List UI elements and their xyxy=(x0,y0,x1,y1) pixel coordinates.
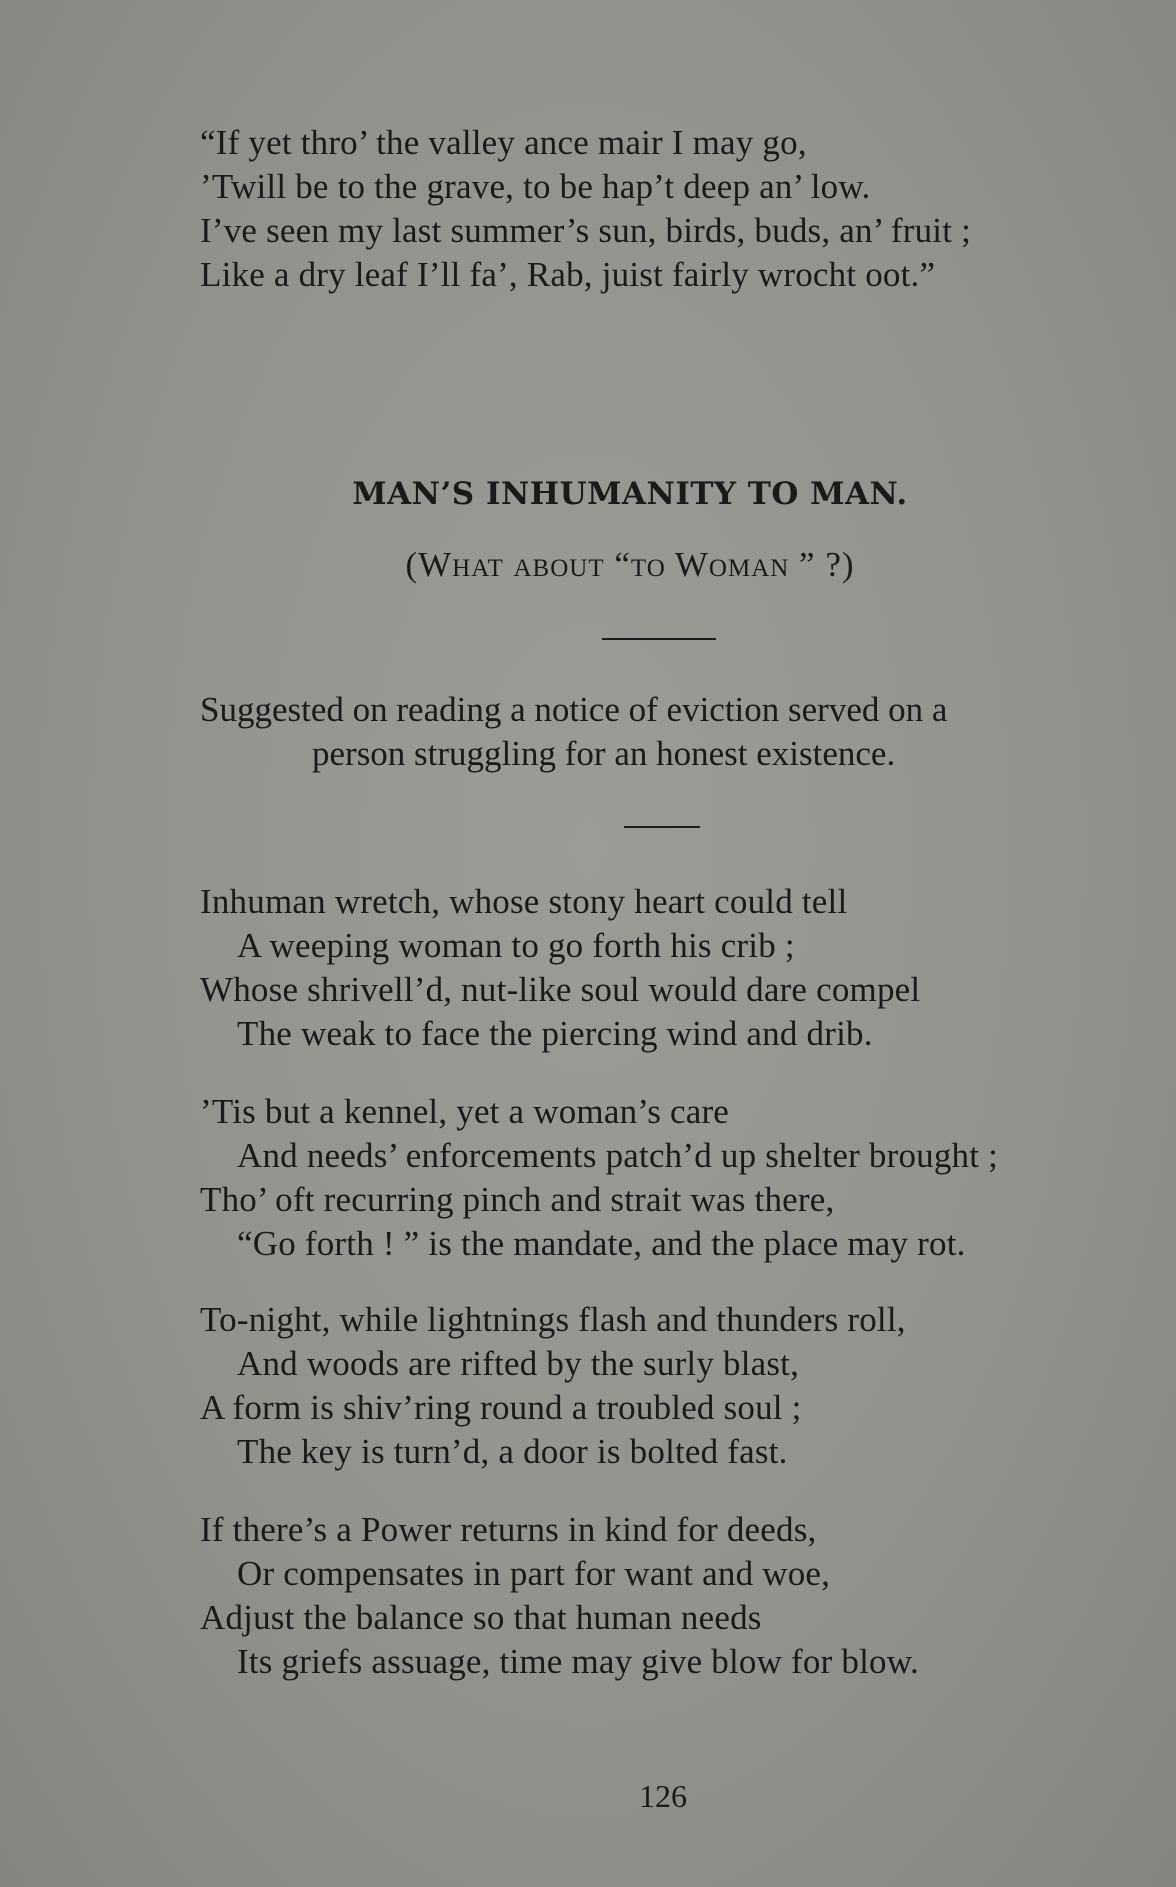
top-stanza-line-3: I’ve seen my last summer’s sun, birds, buds, an’ fruit ; xyxy=(200,211,972,250)
stanza-3-line-2: And woods are rifted by the surly blast, xyxy=(237,1344,800,1383)
intro-line-1: Suggested on reading a notice of eviction served on a xyxy=(200,690,948,729)
page-number: 126 xyxy=(639,1778,687,1814)
poem-intro xyxy=(200,688,1120,776)
divider-rule-2 xyxy=(624,826,700,828)
stanza-1-line-3: Whose shrivell’d, nut-like soul would dare compel xyxy=(200,970,921,1009)
intro-line-2: person struggling for an honest existence. xyxy=(312,734,896,773)
poem-title: MAN’S INHUMANITY TO MAN. xyxy=(352,476,908,512)
stanza-4-line-3: Adjust the balance so that human needs xyxy=(200,1598,762,1637)
divider-rule-1 xyxy=(602,638,716,640)
stanza-2-line-2: And needs’ enforcements patch’d up shelter brought ; xyxy=(237,1136,999,1175)
poem-subtitle: (What about “to Woman ” ?) xyxy=(405,545,855,584)
stanza-4-line-4: Its griefs assuage, time may give blow for blow. xyxy=(237,1642,919,1681)
stanza-2-line-1: ’Tis but a kennel, yet a woman’s care xyxy=(200,1092,730,1131)
stanza-1-line-4: The weak to face the piercing wind and drib. xyxy=(237,1014,873,1053)
stanza-3-line-1: To-night, while lightnings flash and thunders roll, xyxy=(200,1300,906,1339)
stanza-4-line-2: Or compensates in part for want and woe, xyxy=(237,1554,831,1593)
stanza-2-line-3: Tho’ oft recurring pinch and strait was there, xyxy=(200,1180,835,1219)
stanza-2-line-4: “Go forth ! ” is the mandate, and the place may rot. xyxy=(237,1224,966,1263)
stanza-3-line-4: The key is turn’d, a door is bolted fast. xyxy=(237,1432,788,1471)
top-stanza-line-4: Like a dry leaf I’ll fa’, Rab, juist fairly wrocht oot.” xyxy=(200,255,936,294)
stanza-4-line-1: If there’s a Power returns in kind for deeds, xyxy=(200,1510,817,1549)
stanza-1-line-1: Inhuman wretch, whose stony heart could tell xyxy=(200,882,848,921)
stanza-1-line-2: A weeping woman to go forth his crib ; xyxy=(237,926,795,965)
top-stanza-line-2: ’Twill be to the grave, to be hap’t deep an’ low. xyxy=(200,167,871,206)
top-stanza-line-1: “If yet thro’ the valley ance mair I may go, xyxy=(200,123,807,162)
stanza-3-line-3: A form is shiv’ring round a troubled soul ; xyxy=(200,1388,802,1427)
